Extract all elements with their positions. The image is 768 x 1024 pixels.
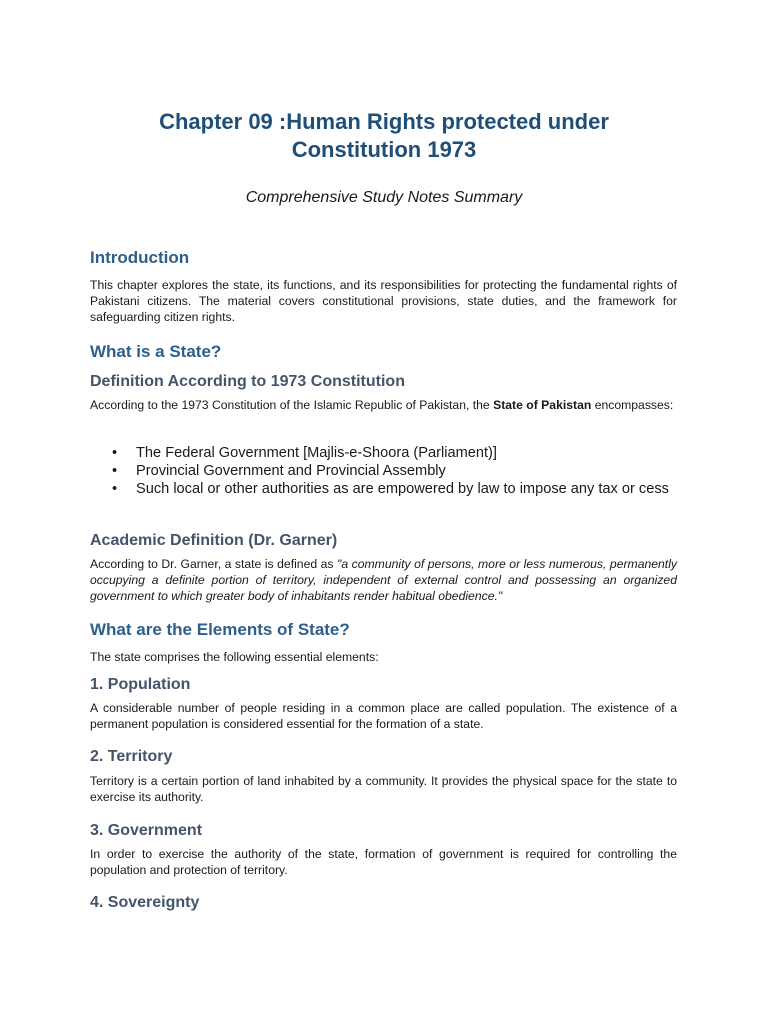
- introduction-heading: Introduction: [90, 248, 190, 267]
- sovereignty-heading: 4. Sovereignty: [90, 894, 200, 911]
- academic-definition-intro: According to Dr. Garner, a state is defined as: [90, 557, 338, 571]
- list-item-text: The Federal Government [Majlis-e-Shoora (Parliament)]: [136, 445, 497, 461]
- definition-text-end: encompasses:: [591, 398, 674, 412]
- definition-text-start: According to the 1973 Constitution of the Islamic Republic of Pakistan, the: [90, 398, 494, 412]
- document-subtitle: Comprehensive Study Notes Summary: [245, 189, 523, 206]
- population-text: A considerable number of people residing in a common place are called population. The existence of a permanent population is considered essential for the formation of a state.: [90, 701, 677, 731]
- garner-quote: "a community of persons, more or less numerous, permanently occupying a definite portion of territory, independent of external control and possessing an organized government to which greater body of inhabitants render habitual obedience.": [90, 557, 677, 603]
- state-of-pakistan-bold: State of Pakistan: [493, 398, 592, 412]
- list-item: [108, 480, 678, 498]
- constitution-definition-text: [90, 397, 677, 413]
- academic-definition-heading: Academic Definition (Dr. Garner): [90, 532, 338, 549]
- title-line-2: Constitution 1973: [291, 137, 477, 162]
- title-line-1: Chapter 09 :Human Rights protected under: [159, 109, 609, 134]
- what-is-state-heading: What is a State?: [90, 342, 222, 361]
- government-heading: 3. Government: [90, 822, 203, 839]
- bullet-icon: •: [112, 445, 118, 461]
- list-item: [108, 462, 678, 480]
- bullet-icon: •: [112, 481, 118, 497]
- introduction-text: This chapter explores the state, its functions, and its responsibilities for protecting the fundamental rights of Pakistani citizens. The material covers constitutional provisions, state duties, and the framework for safeguarding citizen rights.: [90, 278, 677, 324]
- territory-text: Territory is a certain portion of land inhabited by a community. It provides the physical space for the state to exercise its authority.: [90, 774, 677, 804]
- territory-heading: 2. Territory: [90, 748, 173, 765]
- constitution-definition-heading: Definition According to 1973 Constitution: [90, 373, 405, 390]
- state-components-list: [108, 444, 678, 498]
- population-heading: 1. Population: [90, 676, 191, 693]
- list-item-text: Provincial Government and Provincial Assembly: [136, 463, 446, 479]
- list-item: [108, 444, 678, 462]
- document-title: [90, 108, 678, 164]
- elements-intro-text: The state comprises the following essential elements:: [90, 650, 379, 664]
- elements-of-state-heading: What are the Elements of State?: [90, 620, 350, 639]
- academic-definition-text: [90, 556, 677, 604]
- bullet-icon: •: [112, 463, 118, 479]
- list-item-text: Such local or other authorities as are empowered by law to impose any tax or cess: [136, 481, 669, 497]
- government-text: In order to exercise the authority of the state, formation of government is required for controlling the population and protection of territory.: [90, 847, 677, 877]
